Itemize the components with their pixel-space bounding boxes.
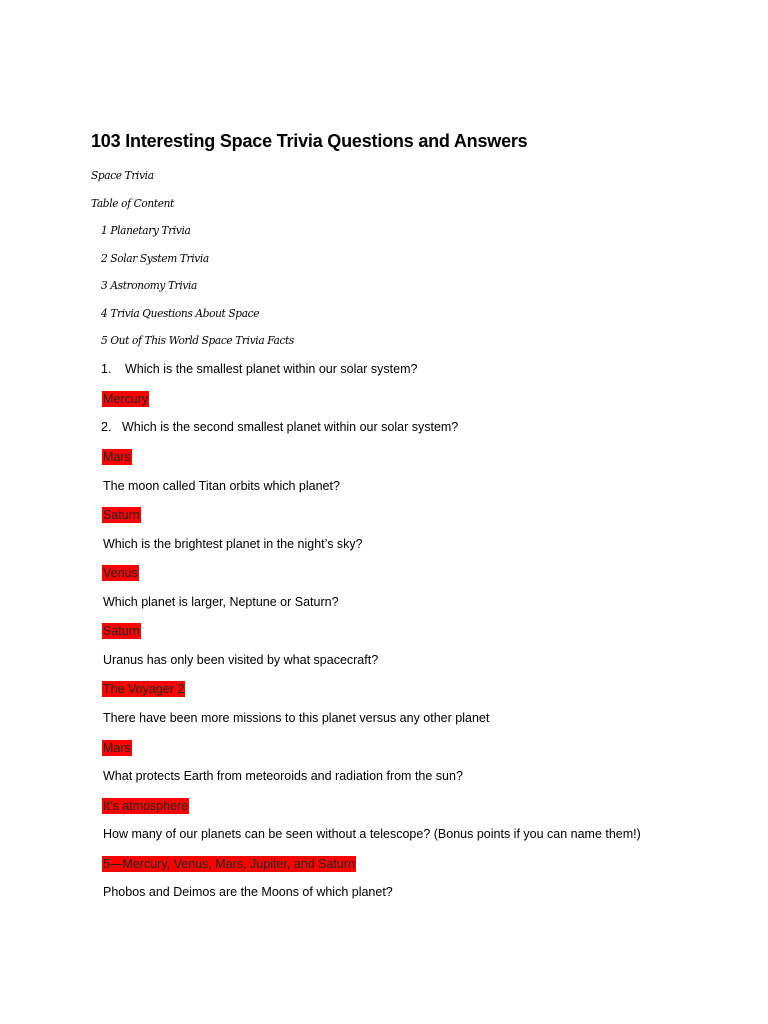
question-line — [101, 362, 417, 376]
document-title: 103 Interesting Space Trivia Questions and Answers — [91, 131, 528, 151]
toc-item[interactable]: 1 Planetary Trivia — [101, 223, 191, 237]
toc-heading: Table of Content — [91, 196, 174, 210]
answer-highlight: Mercury — [103, 392, 149, 406]
question-text: Which is the brightest planet in the night’s sky? — [103, 537, 363, 551]
question-text: Which is the smallest planet within our solar system? — [125, 362, 418, 376]
subtitle: Space Trivia — [91, 168, 154, 182]
answer-highlight: Saturn — [103, 508, 140, 522]
toc-item[interactable]: 5 Out of This World Space Trivia Facts — [101, 333, 294, 347]
toc-item[interactable]: 3 Astronomy Trivia — [101, 278, 197, 292]
question-number: 1. — [101, 362, 112, 376]
answer-highlight: Mars — [103, 450, 131, 464]
answer-highlight: It’s atmosphere — [103, 799, 189, 813]
question-text: Which planet is larger, Neptune or Saturn? — [103, 595, 339, 609]
question-number: 2. — [101, 420, 112, 434]
answer-highlight: 5—Mercury, Venus, Mars, Jupiter, and Saturn — [103, 857, 355, 871]
answer-highlight: Venus — [103, 566, 138, 580]
toc-item[interactable]: 2 Solar System Trivia — [101, 251, 209, 265]
question-text: The moon called Titan orbits which planet? — [103, 479, 340, 493]
question-text: What protects Earth from meteoroids and radiation from the sun? — [103, 769, 463, 783]
question-text: Phobos and Deimos are the Moons of which planet? — [103, 885, 393, 899]
answer-highlight: Saturn — [103, 624, 140, 638]
question-line — [101, 420, 458, 434]
question-text: Uranus has only been visited by what spacecraft? — [103, 653, 379, 667]
question-text: How many of our planets can be seen without a telescope? (Bonus points if you can name them!) — [103, 827, 641, 841]
answer-highlight: Mars — [103, 741, 131, 755]
question-text: Which is the second smallest planet within our solar system? — [122, 420, 459, 434]
question-text: There have been more missions to this planet versus any other planet — [103, 711, 490, 725]
answer-highlight: The Voyager 2 — [103, 682, 185, 696]
toc-item[interactable]: 4 Trivia Questions About Space — [101, 306, 260, 320]
